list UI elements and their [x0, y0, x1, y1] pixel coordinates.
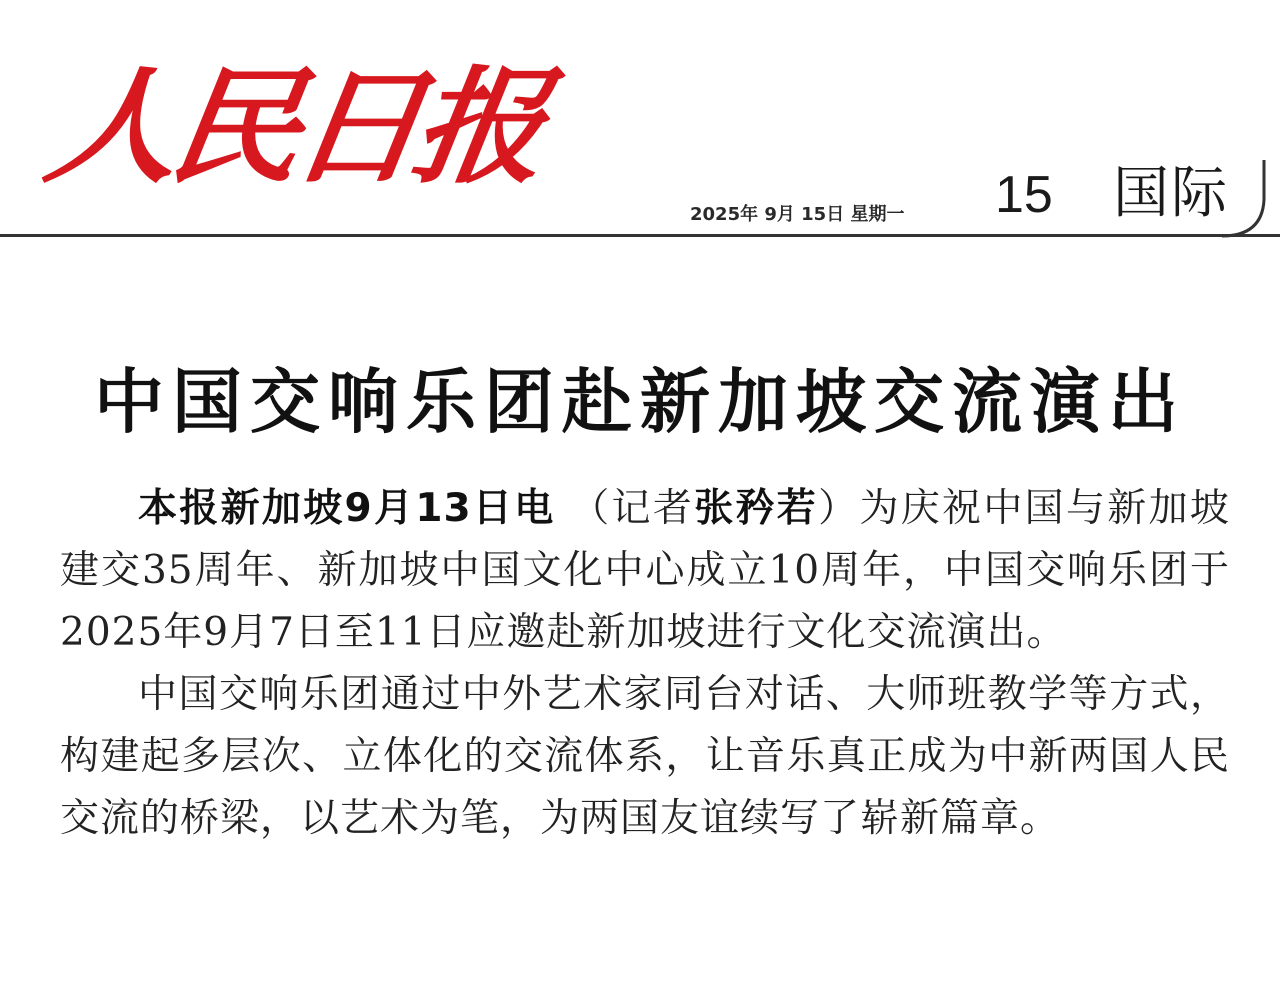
- article-body: [60, 478, 1230, 850]
- article-headline: 中国交响乐团赴新加坡交流演出: [94, 360, 1186, 443]
- newspaper-logo: 人民日报: [37, 53, 547, 202]
- masthead-rule: [0, 234, 1280, 238]
- reporter-name: 张矜若: [694, 486, 819, 531]
- masthead: [0, 0, 1280, 250]
- issue-date: 2025年 9月 15日 星期一: [690, 204, 905, 225]
- masthead-rule-line: [0, 234, 1280, 238]
- byline-open: （记者: [570, 486, 695, 531]
- article-paragraph-1: [60, 478, 1230, 664]
- section-tab-curve: [1222, 160, 1280, 240]
- article-dateline: 本报新加坡9月13日电: [138, 486, 556, 531]
- byline-close: ）: [818, 486, 860, 531]
- section-title: 国际: [1113, 161, 1229, 226]
- article-paragraph-2: 中国交响乐团通过中外艺术家同台对话、大师班教学等方式，构建起多层次、立体化的交流体系，让音乐真正成为中新两国人民交流的桥梁，以艺术为笔，为两国友谊续写了崭新篇章。: [60, 672, 1230, 841]
- page-number: 15: [995, 166, 1053, 224]
- paragraph-1-text: 为庆祝中国与新加坡建交35周年、新加坡中国文化中心成立10周年，中国交响乐团于2025年9月7日至11日应邀赴新加坡进行文化交流演出。: [60, 486, 1230, 655]
